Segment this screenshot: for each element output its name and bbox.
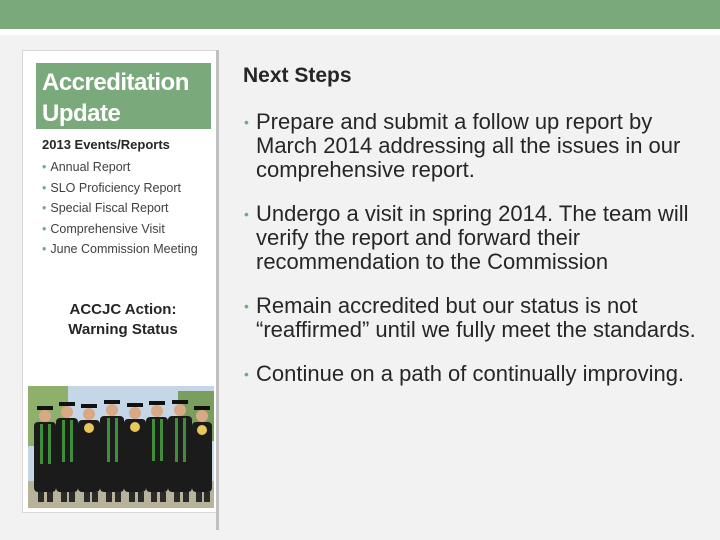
- list-item: • SLO Proficiency Report: [42, 180, 181, 195]
- list-item: • Special Fiscal Report: [42, 201, 169, 215]
- column-divider: [216, 50, 219, 530]
- list-item: • Comprehensive Visit: [42, 221, 165, 236]
- graduates-photo-illustration: [28, 386, 214, 508]
- list-item: • Annual Report: [42, 160, 131, 174]
- bullet-icon: •: [244, 114, 249, 130]
- bullet-icon: •: [42, 160, 47, 174]
- action-status: Warning Status: [68, 321, 178, 338]
- header-bar: [0, 0, 720, 29]
- list-item: • June Commission Meeting: [42, 242, 198, 256]
- bullet-icon: •: [244, 298, 249, 314]
- list-item: • Remain accredited but our status is not “reaffirmed” until we fully meet the standards.: [244, 293, 696, 342]
- accreditation-title: Accreditation Update: [36, 63, 211, 129]
- bullet-icon: •: [42, 180, 47, 195]
- bullet-icon: •: [244, 366, 249, 382]
- events-heading: 2013 Events/Reports: [42, 137, 170, 152]
- next-steps-list: [246, 110, 696, 406]
- next-steps-title: Next Steps: [243, 64, 352, 87]
- bullet-icon: •: [42, 242, 47, 256]
- graduates-photo: [28, 386, 214, 508]
- list-item: • Continue on a path of continually improving.: [244, 361, 685, 386]
- bullet-icon: •: [42, 201, 47, 215]
- bullet-icon: •: [244, 206, 249, 222]
- header-stripe: [0, 29, 720, 35]
- bullet-icon: •: [42, 221, 47, 236]
- list-item: • Prepare and submit a follow up report by March 2014 addressing all the issues in our comprehensive report.: [244, 109, 681, 182]
- list-item: • Undergo a visit in spring 2014. The team will verify the report and forward their recommendation to the Commission: [244, 201, 689, 274]
- accjc-action: [42, 300, 204, 340]
- action-label: ACCJC Action:: [69, 301, 177, 318]
- events-list: [42, 157, 214, 258]
